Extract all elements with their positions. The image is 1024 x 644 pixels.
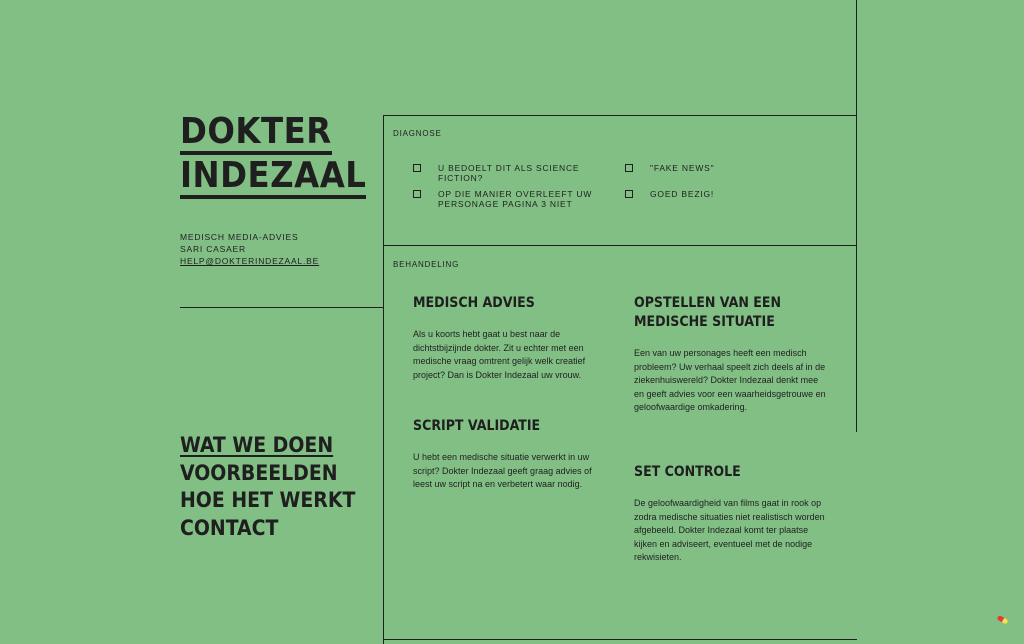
divider-behandeling-top <box>383 245 857 246</box>
diagnose-item-text: "FAKE NEWS" <box>650 163 715 173</box>
email-link[interactable]: HELP@DOKTERINDEZAAL.BE <box>180 256 320 266</box>
divider-vertical-right <box>856 115 857 432</box>
diagnose-item-text: U BEDOELT DIT ALS SCIENCE FICTION? <box>438 163 580 183</box>
divider-vertical-right-top <box>856 0 857 116</box>
divider-left-horizontal <box>180 307 384 308</box>
nav-item-voorbeelden[interactable]: VOORBEELDEN <box>180 460 338 485</box>
card-title: SET CONTROLE <box>634 464 741 480</box>
checkbox[interactable] <box>413 164 421 172</box>
nav-item-contact[interactable]: CONTACT <box>180 515 279 540</box>
card-title: SCRIPT VALIDATIE <box>413 418 541 434</box>
logo-line-2: INDEZAAL <box>180 158 366 199</box>
diagnose-item[interactable] <box>625 163 820 173</box>
nav-item-hoe-het-werkt[interactable]: HOE HET WERKT <box>180 488 356 512</box>
card-title: MEDISCH ADVIES <box>413 295 535 311</box>
pill-icon[interactable] <box>996 615 1010 625</box>
card-body: Een van uw personages heeft een medisch probleem? Uw verhaal speelt zich deels af in de ziekenhuiswereld? Dokter Indezaal denkt mee en geeft advies voor een waarheidsgetrouwe en geloofwaardige omkadering. <box>634 348 826 412</box>
service-card-opstellen <box>634 294 829 415</box>
diagnose-item[interactable] <box>625 189 820 199</box>
checkbox[interactable] <box>625 164 633 172</box>
card-body: De geloofwaardigheid van films gaat in rook op zodra medische situaties niet realistisch worden afgebeeld. Dokter Indezaal komt ter plaatse kijken en adviseert, eventueel met de nodige rekwisieten. <box>634 498 825 562</box>
behandeling-label: BEHANDELING <box>393 260 460 269</box>
tagline: MEDISCH MEDIA-ADVIES <box>180 232 299 242</box>
nav-item-wat-we-doen[interactable]: WAT WE DOEN <box>180 433 334 457</box>
logo-line-1: DOKTER <box>180 114 332 155</box>
checkbox[interactable] <box>413 190 421 198</box>
diagnose-item-text: GOED BEZIG! <box>650 189 715 199</box>
card-title: OPSTELLEN VAN EEN MEDISCHE SITUATIE <box>634 295 782 330</box>
service-card-script-validatie <box>413 417 608 492</box>
service-card-medisch-advies <box>413 294 608 382</box>
divider-bottom <box>383 639 857 640</box>
checkbox[interactable] <box>625 190 633 198</box>
contact-info <box>180 231 319 267</box>
diagnose-label: DIAGNOSE <box>393 129 442 138</box>
logo[interactable] <box>180 111 367 202</box>
divider-diagnose-top <box>383 115 857 116</box>
diagnose-item[interactable] <box>413 189 608 209</box>
divider-vertical-main <box>383 115 384 644</box>
diagnose-item-text: OP DIE MANIER OVERLEEFT UW PERSONAGE PAGINA 3 NIET <box>438 189 593 209</box>
service-card-set-controle <box>634 463 829 565</box>
person-name: SARI CASAER <box>180 244 246 254</box>
main-nav <box>180 432 355 542</box>
diagnose-item[interactable] <box>413 163 608 183</box>
card-body: U hebt een medische situatie verwerkt in uw script? Dokter Indezaal geeft graag advies of leest uw script na en verbetert waar nodig. <box>413 452 592 489</box>
card-body: Als u koorts hebt gaat u best naar de dichtstbijzijnde dokter. Zit u echter met een medische vraag omtrent gelijk welk creatief project? Dan is Dokter Indezaal uw vrouw. <box>413 329 586 380</box>
